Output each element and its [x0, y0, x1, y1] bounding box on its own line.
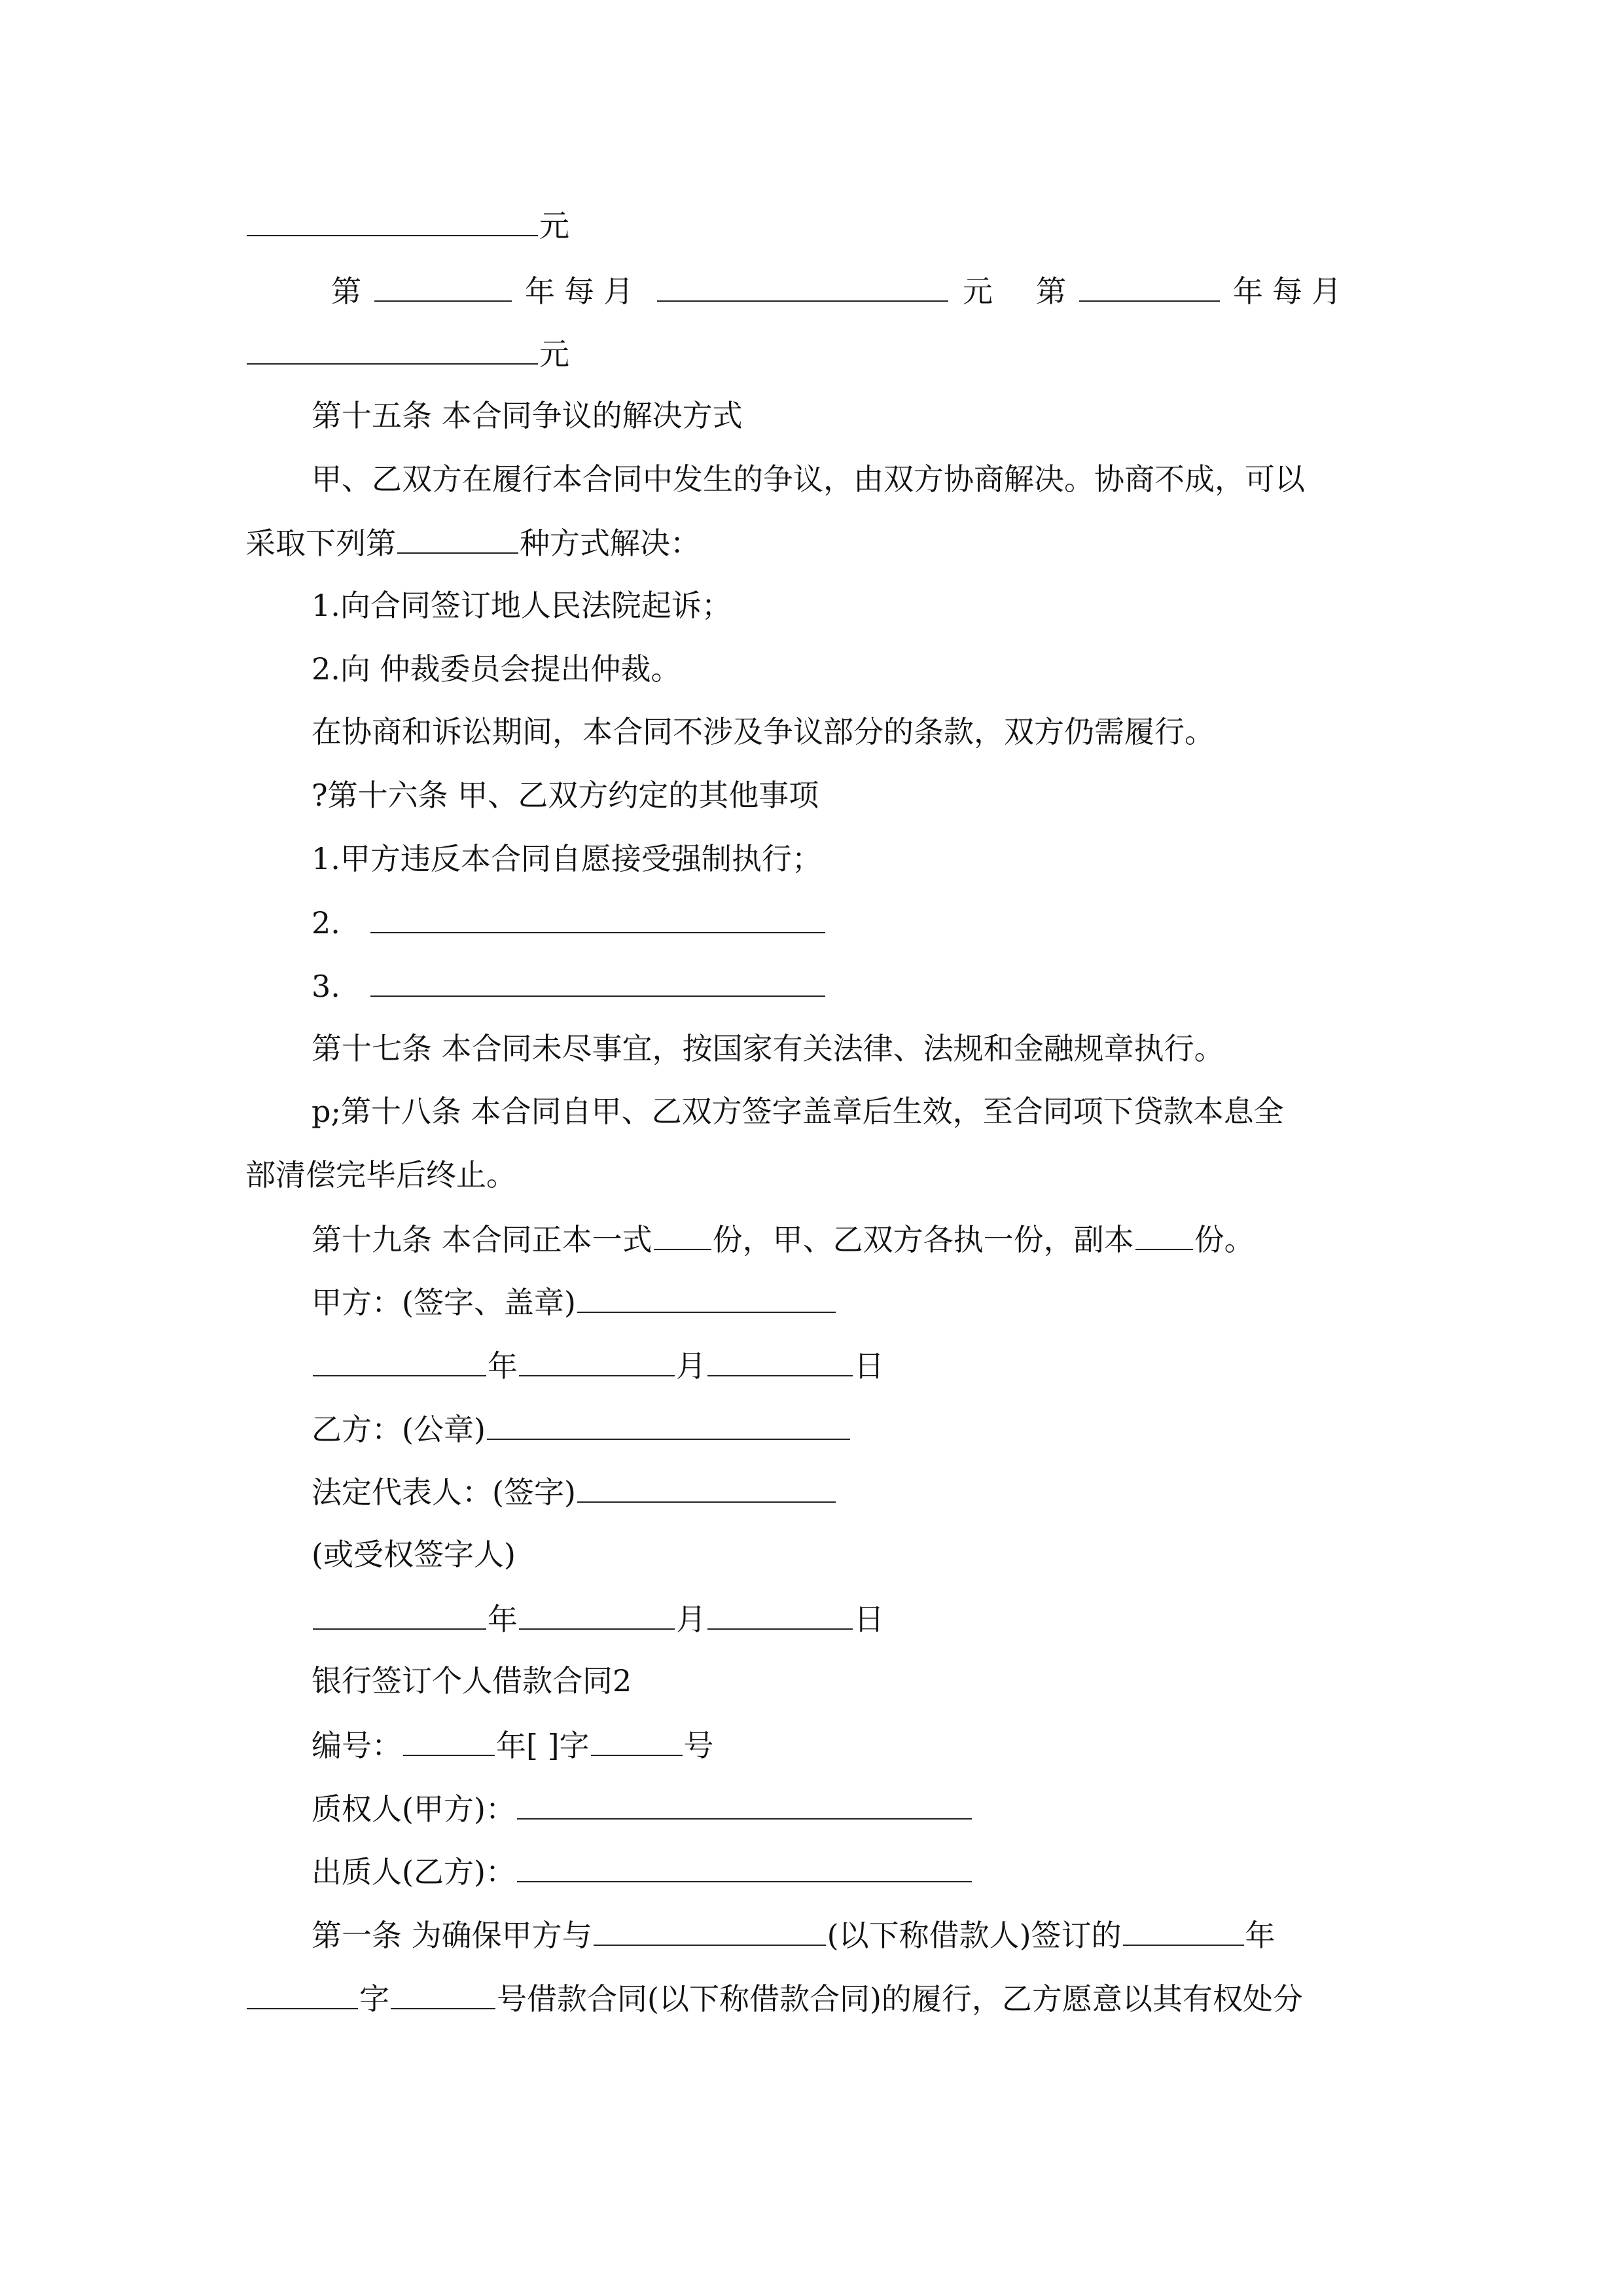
blank[interactable]: [370, 902, 825, 933]
blank[interactable]: [397, 522, 518, 554]
blank[interactable]: [247, 333, 538, 365]
article-17: 第十七条 本合同未尽事宜，按国家有关法律、法规和金融规章执行。: [312, 1031, 1224, 1066]
installment-line: 第 年每月 元 第 年每月: [331, 270, 1351, 310]
article-15-para-3: 在协商和诉讼期间，本合同不涉及争议部分的条款，双方仍需履行。: [312, 714, 1215, 749]
blank[interactable]: [1123, 1914, 1244, 1946]
blank[interactable]: [247, 1978, 358, 2009]
blank[interactable]: [313, 1345, 486, 1376]
blank[interactable]: [370, 965, 825, 997]
pledgee-line: 质权人(甲方)：: [312, 1788, 973, 1827]
blank[interactable]: [657, 270, 948, 302]
article-15-para-cont: 采取下列第 种方式解决：: [245, 522, 700, 562]
blank[interactable]: [577, 1282, 836, 1313]
blank[interactable]: [519, 1598, 675, 1630]
article-1: 第一条 为确保甲方与 (以下称借款人)签订的 年: [312, 1914, 1275, 1954]
blank[interactable]: [391, 1978, 495, 2009]
contract-2-title: 银行签订个人借款合同2: [312, 1663, 632, 1698]
article-18-cont: 部清偿完毕后终止。: [245, 1157, 516, 1193]
blank[interactable]: [1079, 270, 1220, 302]
blank[interactable]: [517, 1788, 972, 1820]
article-1-cont: 字 号借款合同(以下称借款合同)的履行，乙方愿意以其有权处分: [245, 1978, 1303, 2017]
article-16-title: ?第十六条 甲、乙双方约定的其他事项: [312, 778, 819, 813]
amount-line-1: 元: [245, 205, 569, 244]
contract-number: 编号： 年[ ]字 号: [312, 1725, 714, 1764]
article-15-item-2: 2.向 仲裁委员会提出仲裁。: [312, 651, 681, 687]
blank[interactable]: [1135, 1219, 1193, 1250]
article-16-item-1: 1.甲方违反本合同自愿接受强制执行；: [312, 841, 822, 876]
blank[interactable]: [313, 1598, 486, 1630]
blank[interactable]: [403, 1725, 495, 1756]
blank[interactable]: [517, 1851, 972, 1882]
article-15-item-1: 1.向合同签订地人民法院起诉；: [312, 588, 732, 623]
blank[interactable]: [247, 205, 538, 236]
legal-representative: 法定代表人：(签字): [312, 1471, 837, 1511]
pledgor-line: 出质人(乙方)：: [312, 1851, 973, 1890]
blank[interactable]: [707, 1598, 853, 1630]
party-a-signature: 甲方：(签字、盖章): [312, 1282, 837, 1321]
article-16-item-2: 2.: [312, 902, 827, 941]
blank[interactable]: [654, 1219, 711, 1250]
article-16-item-3: 3.: [312, 965, 827, 1005]
date-line-1: 年 月 日: [312, 1345, 884, 1384]
amount-line-2: 元: [245, 333, 569, 372]
article-19: 第十九条 本合同正本一式 份，甲、乙双方各执一份，副本 份。: [312, 1219, 1255, 1258]
blank[interactable]: [591, 1725, 683, 1756]
article-18: p;第十八条 本合同自甲、乙双方签字盖章后生效，至合同项下贷款本息全: [312, 1094, 1284, 1129]
blank[interactable]: [519, 1345, 675, 1376]
authorized-signatory: (或受权签字人): [312, 1537, 516, 1572]
blank[interactable]: [577, 1471, 836, 1503]
blank[interactable]: [707, 1345, 853, 1376]
blank[interactable]: [594, 1914, 826, 1946]
blank[interactable]: [374, 270, 512, 302]
date-line-2: 年 月 日: [312, 1598, 884, 1638]
article-15-para: 甲、乙双方在履行本合同中发生的争议，由双方协商解决。协商不成，可以: [312, 461, 1305, 497]
party-b-seal: 乙方：(公章): [312, 1408, 851, 1448]
blank[interactable]: [487, 1408, 850, 1440]
article-15-title: 第十五条 本合同争议的解决方式: [312, 398, 743, 433]
